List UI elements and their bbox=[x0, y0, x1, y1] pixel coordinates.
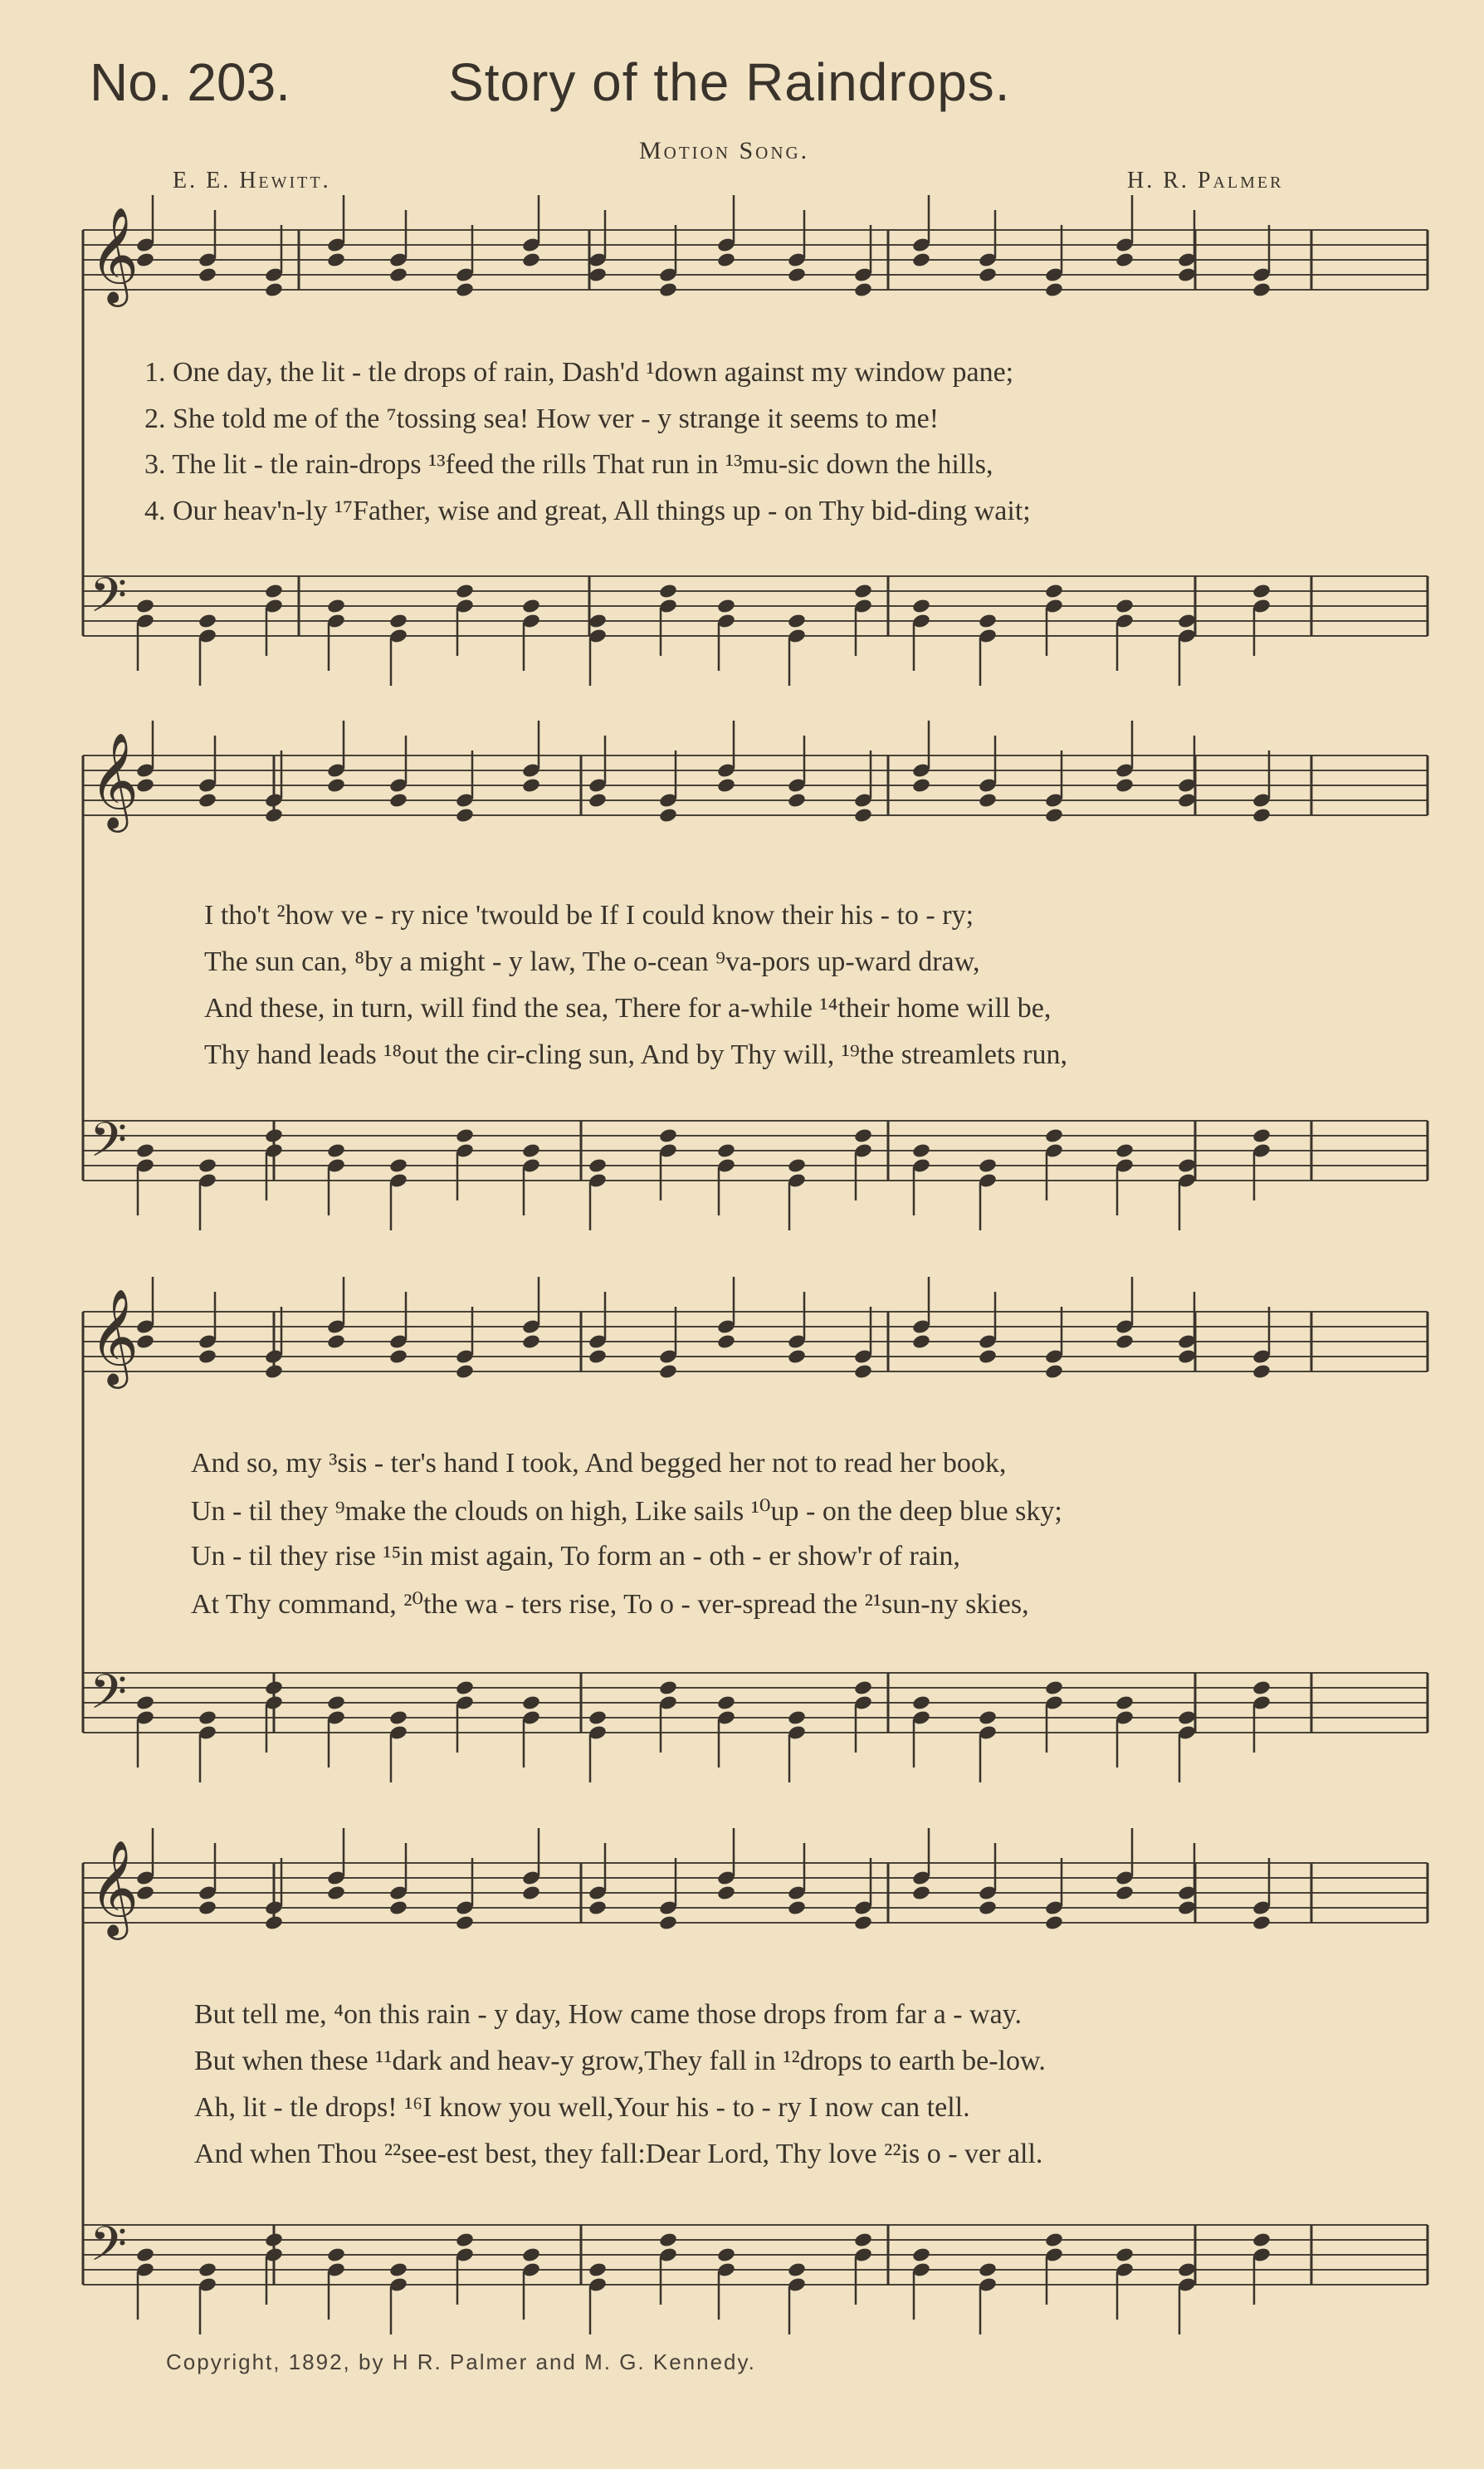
note-head bbox=[521, 777, 541, 794]
lyric-line: 4. Our heav'n-ly ¹⁷Father, wise and great, All things up - on Thy bid-ding wait; bbox=[144, 496, 1031, 526]
note-head bbox=[326, 2247, 346, 2263]
note-head bbox=[716, 598, 736, 614]
note-head bbox=[1044, 1914, 1064, 1931]
note-head bbox=[455, 807, 475, 824]
note-head bbox=[1044, 807, 1064, 824]
note-head bbox=[787, 1709, 807, 1726]
note-head bbox=[388, 792, 408, 809]
note-head bbox=[388, 1899, 408, 1916]
lyric-line: But when these ¹¹dark and heav-y grow,They fall in ¹²drops to earth be-low. bbox=[194, 2046, 1046, 2076]
note-head bbox=[455, 583, 475, 599]
note-head bbox=[455, 1914, 475, 1931]
note-head bbox=[198, 613, 217, 629]
note-head bbox=[1252, 1363, 1272, 1380]
note-head bbox=[853, 1363, 873, 1380]
note-head bbox=[1177, 1348, 1197, 1365]
note-head bbox=[198, 1709, 217, 1726]
note-head bbox=[326, 252, 346, 268]
note-head bbox=[1252, 2232, 1272, 2248]
note-head bbox=[1115, 1694, 1135, 1711]
note-head bbox=[1115, 2247, 1135, 2263]
note-head bbox=[853, 807, 873, 824]
note-head bbox=[1044, 281, 1064, 298]
note-head bbox=[911, 777, 931, 794]
note-head bbox=[787, 2261, 807, 2278]
lyric-line: I tho't ²how ve - ry nice 'twould be If I could know their his - to - ry; bbox=[204, 900, 974, 931]
note-head bbox=[198, 792, 217, 809]
note-head bbox=[911, 2247, 931, 2263]
lyric-line: But tell me, ⁴on this rain - y day, How came those drops from far a - way. bbox=[194, 1999, 1022, 2030]
note-head bbox=[658, 583, 678, 599]
note-head bbox=[1177, 1157, 1197, 1174]
note-head bbox=[588, 1157, 608, 1174]
note-head bbox=[716, 1142, 736, 1159]
note-head bbox=[388, 1709, 408, 1726]
note-head bbox=[1177, 2261, 1197, 2278]
note-head bbox=[853, 583, 873, 599]
lyricist-credit: E. E. Hewitt. bbox=[173, 168, 331, 193]
note-head bbox=[978, 1709, 998, 1726]
note-head bbox=[1044, 2232, 1064, 2248]
lyric-line: And so, my ³sis - ter's hand I took, And begged her not to read her book, bbox=[191, 1448, 1007, 1479]
note-head bbox=[1115, 1142, 1135, 1159]
note-head bbox=[455, 2232, 475, 2248]
note-head bbox=[264, 2232, 284, 2248]
note-head bbox=[326, 1142, 346, 1159]
hymn-subtitle: Motion Song. bbox=[639, 137, 810, 164]
note-head bbox=[264, 1127, 284, 1144]
note-head bbox=[521, 1694, 541, 1711]
note-head bbox=[911, 1694, 931, 1711]
note-head bbox=[264, 1363, 284, 1380]
note-head bbox=[978, 1157, 998, 1174]
lyric-line: 2. She told me of the ⁷tossing sea! How ver - y strange it seems to me! bbox=[144, 403, 940, 434]
lyric-line: At Thy command, ²⁰the wa - ters rise, To o - ver-spread the ²¹sun-ny skies, bbox=[191, 1589, 1029, 1620]
note-head bbox=[658, 1363, 678, 1380]
note-head bbox=[135, 2247, 155, 2263]
note-head bbox=[787, 792, 807, 809]
note-head bbox=[716, 1333, 736, 1350]
note-head bbox=[911, 598, 931, 614]
note-head bbox=[787, 1899, 807, 1916]
note-head bbox=[588, 1899, 608, 1916]
note-head bbox=[388, 1157, 408, 1174]
lyric-line: Un - til they rise ¹⁵in mist again, To form an - oth - er show'r of rain, bbox=[191, 1541, 960, 1572]
note-head bbox=[716, 2247, 736, 2263]
note-head bbox=[716, 1694, 736, 1711]
note-head bbox=[198, 266, 217, 283]
note-head bbox=[1115, 598, 1135, 614]
note-head bbox=[1044, 1363, 1064, 1380]
copyright-notice: Copyright, 1892, by H R. Palmer and M. G. Kennedy. bbox=[166, 2349, 756, 2374]
note-head bbox=[978, 2261, 998, 2278]
note-head bbox=[198, 2261, 217, 2278]
note-head bbox=[388, 266, 408, 283]
note-head bbox=[978, 266, 998, 283]
note-head bbox=[978, 613, 998, 629]
note-head bbox=[455, 1679, 475, 1696]
note-head bbox=[853, 281, 873, 298]
note-head bbox=[198, 1899, 217, 1916]
lyric-line: Un - til they ⁹make the clouds on high, Like sails ¹⁰up - on the deep blue sky; bbox=[191, 1496, 1062, 1527]
note-head bbox=[1252, 807, 1272, 824]
note-head bbox=[911, 1333, 931, 1350]
note-head bbox=[455, 1127, 475, 1144]
note-head bbox=[1177, 1709, 1197, 1726]
note-head bbox=[588, 266, 608, 283]
note-head bbox=[911, 252, 931, 268]
lyric-line: 1. One day, the lit - tle drops of rain, Dash'd ¹down against my window pane; bbox=[144, 357, 1014, 388]
note-head bbox=[658, 1127, 678, 1144]
note-head bbox=[588, 792, 608, 809]
note-head bbox=[521, 2247, 541, 2263]
note-head bbox=[1252, 1914, 1272, 1931]
note-head bbox=[264, 1679, 284, 1696]
note-head bbox=[853, 1914, 873, 1931]
bass-clef: 𝄢 bbox=[90, 1664, 128, 1732]
note-head bbox=[521, 1885, 541, 1901]
note-head bbox=[521, 598, 541, 614]
note-head bbox=[135, 598, 155, 614]
note-head bbox=[388, 2261, 408, 2278]
treble-clef: 𝄞 bbox=[90, 1839, 139, 1936]
note-head bbox=[1115, 252, 1135, 268]
note-head bbox=[911, 1885, 931, 1901]
note-head bbox=[588, 613, 608, 629]
note-head bbox=[658, 2232, 678, 2248]
note-head bbox=[521, 1333, 541, 1350]
note-head bbox=[716, 1885, 736, 1901]
lyric-line: Thy hand leads ¹⁸out the cir-cling sun, And by Thy will, ¹⁹the streamlets run, bbox=[204, 1039, 1067, 1070]
note-head bbox=[1177, 792, 1197, 809]
note-head bbox=[588, 2261, 608, 2278]
note-head bbox=[521, 252, 541, 268]
note-head bbox=[135, 1142, 155, 1159]
hymn-number: No. 203. bbox=[90, 52, 290, 112]
note-head bbox=[588, 1348, 608, 1365]
bass-clef: 𝄢 bbox=[90, 567, 128, 635]
note-head bbox=[658, 807, 678, 824]
note-head bbox=[1177, 1899, 1197, 1916]
note-head bbox=[1044, 1679, 1064, 1696]
note-head bbox=[853, 2232, 873, 2248]
note-head bbox=[853, 1127, 873, 1144]
treble-clef: 𝄞 bbox=[90, 731, 139, 829]
note-head bbox=[198, 1348, 217, 1365]
note-head bbox=[326, 1885, 346, 1901]
note-head bbox=[1115, 1885, 1135, 1901]
note-head bbox=[1177, 266, 1197, 283]
note-head bbox=[978, 1899, 998, 1916]
note-head bbox=[326, 598, 346, 614]
note-head bbox=[1115, 1333, 1135, 1350]
note-head bbox=[716, 252, 736, 268]
note-head bbox=[1115, 777, 1135, 794]
treble-clef: 𝄞 bbox=[90, 1288, 139, 1385]
note-head bbox=[716, 777, 736, 794]
note-head bbox=[978, 792, 998, 809]
note-head bbox=[198, 1157, 217, 1174]
note-head bbox=[264, 583, 284, 599]
note-head bbox=[264, 1914, 284, 1931]
note-head bbox=[911, 1142, 931, 1159]
note-head bbox=[264, 807, 284, 824]
note-head bbox=[326, 1333, 346, 1350]
note-head bbox=[1252, 281, 1272, 298]
note-head bbox=[264, 281, 284, 298]
note-head bbox=[326, 1694, 346, 1711]
bass-clef: 𝄢 bbox=[90, 2216, 128, 2284]
lyric-line: Ah, lit - tle drops! ¹⁶I know you well,Your his - to - ry I now can tell. bbox=[194, 2092, 970, 2123]
note-head bbox=[787, 1348, 807, 1365]
hymn-title: Story of the Raindrops. bbox=[448, 52, 1011, 112]
note-head bbox=[1044, 1127, 1064, 1144]
note-head bbox=[1177, 613, 1197, 629]
treble-clef: 𝄞 bbox=[90, 206, 139, 303]
note-head bbox=[978, 1348, 998, 1365]
note-head bbox=[455, 281, 475, 298]
note-head bbox=[787, 266, 807, 283]
note-head bbox=[658, 1679, 678, 1696]
lyric-line: And these, in turn, will find the sea, There for a-while ¹⁴their home will be, bbox=[204, 993, 1052, 1024]
note-head bbox=[588, 1709, 608, 1726]
lyric-line: And when Thou ²²see-est best, they fall:Dear Lord, Thy love ²²is o - ver all. bbox=[194, 2139, 1043, 2169]
note-head bbox=[1252, 1679, 1272, 1696]
note-head bbox=[388, 613, 408, 629]
note-head bbox=[135, 1694, 155, 1711]
bass-clef: 𝄢 bbox=[90, 1112, 128, 1180]
lyric-line: 3. The lit - tle rain-drops ¹³feed the rills That run in ¹³mu-sic down the hills, bbox=[144, 449, 993, 480]
note-head bbox=[853, 1679, 873, 1696]
note-head bbox=[1252, 1127, 1272, 1144]
note-head bbox=[787, 613, 807, 629]
lyric-line: The sun can, ⁸by a might - y law, The o-cean ⁹va-pors up-ward draw, bbox=[204, 946, 980, 977]
note-head bbox=[1044, 583, 1064, 599]
note-head bbox=[787, 1157, 807, 1174]
composer-credit: H. R. Palmer bbox=[1127, 168, 1284, 193]
note-head bbox=[455, 1363, 475, 1380]
note-head bbox=[521, 1142, 541, 1159]
note-head bbox=[658, 1914, 678, 1931]
note-head bbox=[388, 1348, 408, 1365]
note-head bbox=[658, 281, 678, 298]
note-head bbox=[1252, 583, 1272, 599]
note-head bbox=[326, 777, 346, 794]
